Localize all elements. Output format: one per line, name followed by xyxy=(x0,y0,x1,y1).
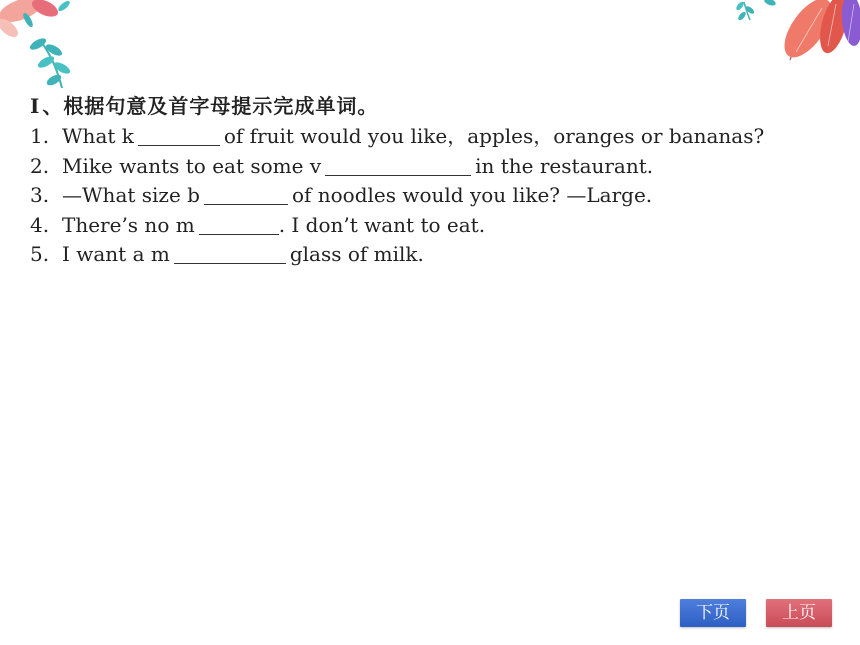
item-text-before: What k xyxy=(62,124,134,148)
answer-blank xyxy=(138,125,220,146)
item-number: 4. xyxy=(30,212,50,237)
previous-page-button[interactable]: 上页 xyxy=(766,599,832,627)
section-numeral: Ⅰ xyxy=(30,94,41,118)
floral-decoration-top-right-icon xyxy=(730,0,860,72)
exercise-item-3 xyxy=(30,181,840,211)
item-number: 2. xyxy=(30,153,50,178)
item-text-before: I want a m xyxy=(62,242,170,266)
item-number: 5. xyxy=(30,242,50,266)
exercise-item-1 xyxy=(30,122,840,152)
item-text-after: in the restaurant. xyxy=(475,153,654,178)
next-page-button[interactable]: 下页 xyxy=(680,599,746,627)
exercise-item-4 xyxy=(30,211,840,241)
item-text-before: There’s no m xyxy=(62,212,195,237)
floral-decoration-top-left-icon xyxy=(0,0,90,92)
item-text-after: of noodles would you like? —Large. xyxy=(291,183,653,207)
item-number: 1. xyxy=(30,124,50,148)
item-text-after: of fruit would you like，apples，oranges or bananas? xyxy=(223,124,765,148)
item-text-after: glass of milk. xyxy=(289,242,424,266)
exercise-section xyxy=(30,92,840,270)
item-number: 3. xyxy=(30,183,50,207)
exercise-item-5 xyxy=(30,240,840,270)
item-text-before: —What size b xyxy=(62,183,200,207)
item-text-after: . I don’t want to eat. xyxy=(278,212,486,237)
heading-instruction: 、根据句意及首字母提示完成单词。 xyxy=(42,94,379,118)
exercise-item-2 xyxy=(30,152,840,182)
item-text-before: Mike wants to eat some v xyxy=(62,153,322,178)
answer-blank xyxy=(204,184,288,205)
answer-blank xyxy=(325,155,471,176)
exercise-heading xyxy=(30,92,840,120)
answer-blank xyxy=(174,243,286,264)
answer-blank xyxy=(199,214,279,235)
